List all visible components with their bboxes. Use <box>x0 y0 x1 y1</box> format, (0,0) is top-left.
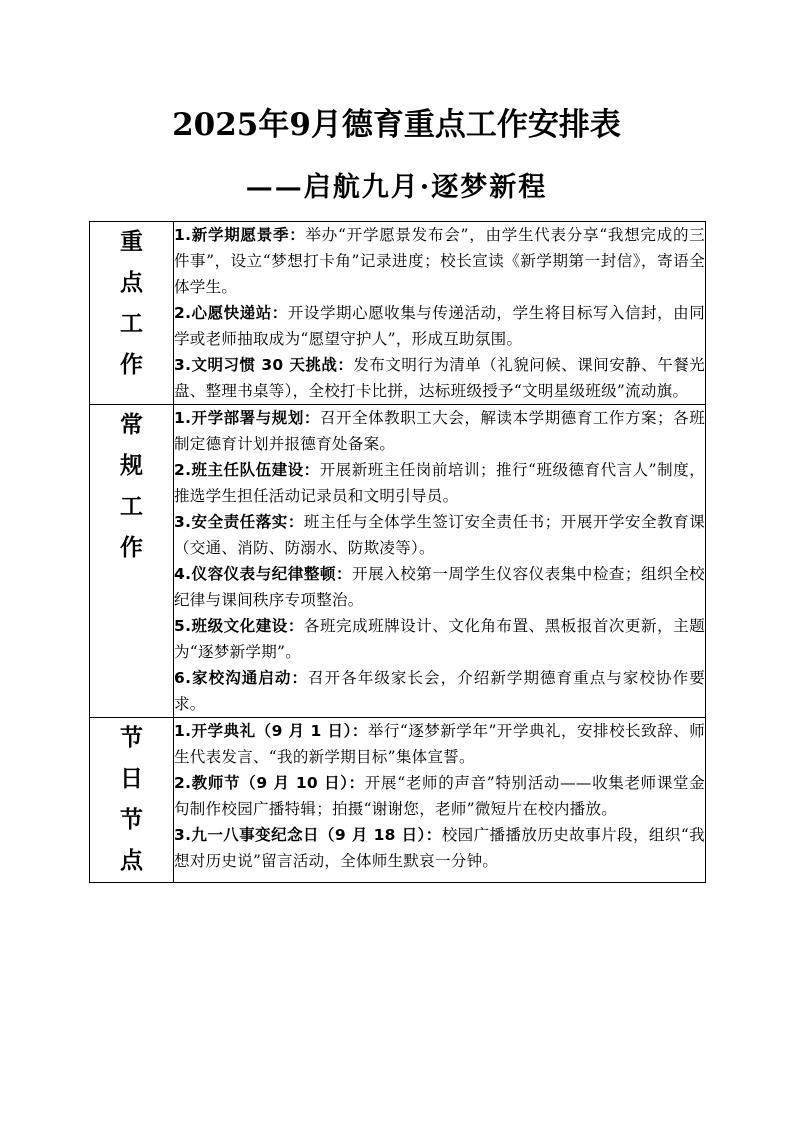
list-item <box>174 352 705 404</box>
list-item <box>174 300 705 352</box>
item-heading: 2.教师节（9 月 10 日）： <box>174 774 365 792</box>
category-label: 重点工作 <box>120 229 143 378</box>
item-text: 举办“开学愿景发布会”，由学生代表分享“我想完成的三件事”，设立“梦想打卡角”记录进度；校长宣读《新学期第一封信》，寄语全体学生。 <box>174 226 706 296</box>
category-label: 常规工作 <box>120 412 143 561</box>
content-cell <box>174 222 706 405</box>
table-row <box>90 222 706 405</box>
table-row <box>90 405 706 718</box>
item-text: 开展入校第一周学生仪容仪表集中检查；组织全校纪律与课间秩序专项整治。 <box>174 565 705 609</box>
content-cell <box>174 405 706 718</box>
item-text: 发布文明行为清单（礼貌问候、课间安静、午餐光盘、整理书桌等），全校打卡比拼，达标班级授予“文明星级班级”流动旗。 <box>174 356 705 400</box>
item-heading: 4.仪容仪表与纪律整顿： <box>174 565 353 583</box>
item-text: 校园广播播放历史故事片段，组织“我想对历史说”留言活动，全体师生默哀一分钟。 <box>174 826 705 870</box>
item-heading: 1.新学期愿景季： <box>174 226 306 244</box>
item-heading: 1.开学典礼（9 月 1 日）： <box>174 722 368 740</box>
page-subtitle: ——启航九月·逐梦新程 <box>245 172 548 203</box>
item-heading: 3.安全责任落实： <box>174 513 304 531</box>
category-cell <box>90 405 174 718</box>
item-text: 各班完成班牌设计、文化角布置、黑板报首次更新，主题为“逐梦新学期”。 <box>174 617 705 661</box>
content-cell <box>174 718 706 883</box>
category-cell <box>90 222 174 405</box>
item-heading: 1.开学部署与规划： <box>174 409 320 427</box>
list-item <box>174 770 705 822</box>
list-item <box>174 665 705 717</box>
list-item <box>174 561 705 613</box>
item-text: 开设学期心愿收集与传递活动，学生将目标写入信封，由同学或老师抽取成为“愿望守护人”，形成互助氛围。 <box>174 304 705 348</box>
item-heading: 3.九一八事变纪念日（9 月 18 日）： <box>174 826 442 844</box>
item-text: 班主任与全体学生签订安全责任书；开展开学安全教育课（交通、消防、防溺水、防欺凌等）。 <box>174 513 705 557</box>
item-text: 召开各年级家长会，介绍新学期德育重点与家校协作要求。 <box>174 669 705 713</box>
list-item <box>174 509 705 561</box>
list-item <box>174 718 705 770</box>
list-item <box>174 405 705 457</box>
list-item <box>174 822 705 874</box>
item-heading: 6.家校沟通启动： <box>174 669 309 687</box>
item-heading: 2.班主任队伍建设： <box>174 461 320 479</box>
item-text: 开展新班主任岗前培训；推行“班级德育代言人”制度，推选学生担任活动记录员和文明引导员。 <box>174 461 705 505</box>
item-heading: 5.班级文化建设： <box>174 617 304 635</box>
work-plan-table <box>89 221 706 883</box>
list-item <box>174 613 705 665</box>
item-text: 开展“老师的声音”特别活动——收集老师课堂金句制作校园广播特辑；拍摄“谢谢您，老师”微短片在校内播放。 <box>174 774 705 818</box>
item-text: 举行“逐梦新学年”开学典礼，安排校长致辞、师生代表发言、“我的新学期目标”集体宣誓。 <box>174 722 705 766</box>
category-cell <box>90 718 174 883</box>
list-item <box>174 222 705 300</box>
category-label: 节日节点 <box>120 725 143 874</box>
table-row <box>90 718 706 883</box>
list-item <box>174 457 705 509</box>
item-heading: 2.心愿快递站： <box>174 304 288 322</box>
page-title: 2025年9月德育重点工作安排表 <box>172 107 621 143</box>
item-text: 召开全体教职工大会，解读本学期德育工作方案；各班制定德育计划并报德育处备案。 <box>174 409 705 453</box>
item-heading: 3.文明习惯 30 天挑战： <box>174 356 354 374</box>
